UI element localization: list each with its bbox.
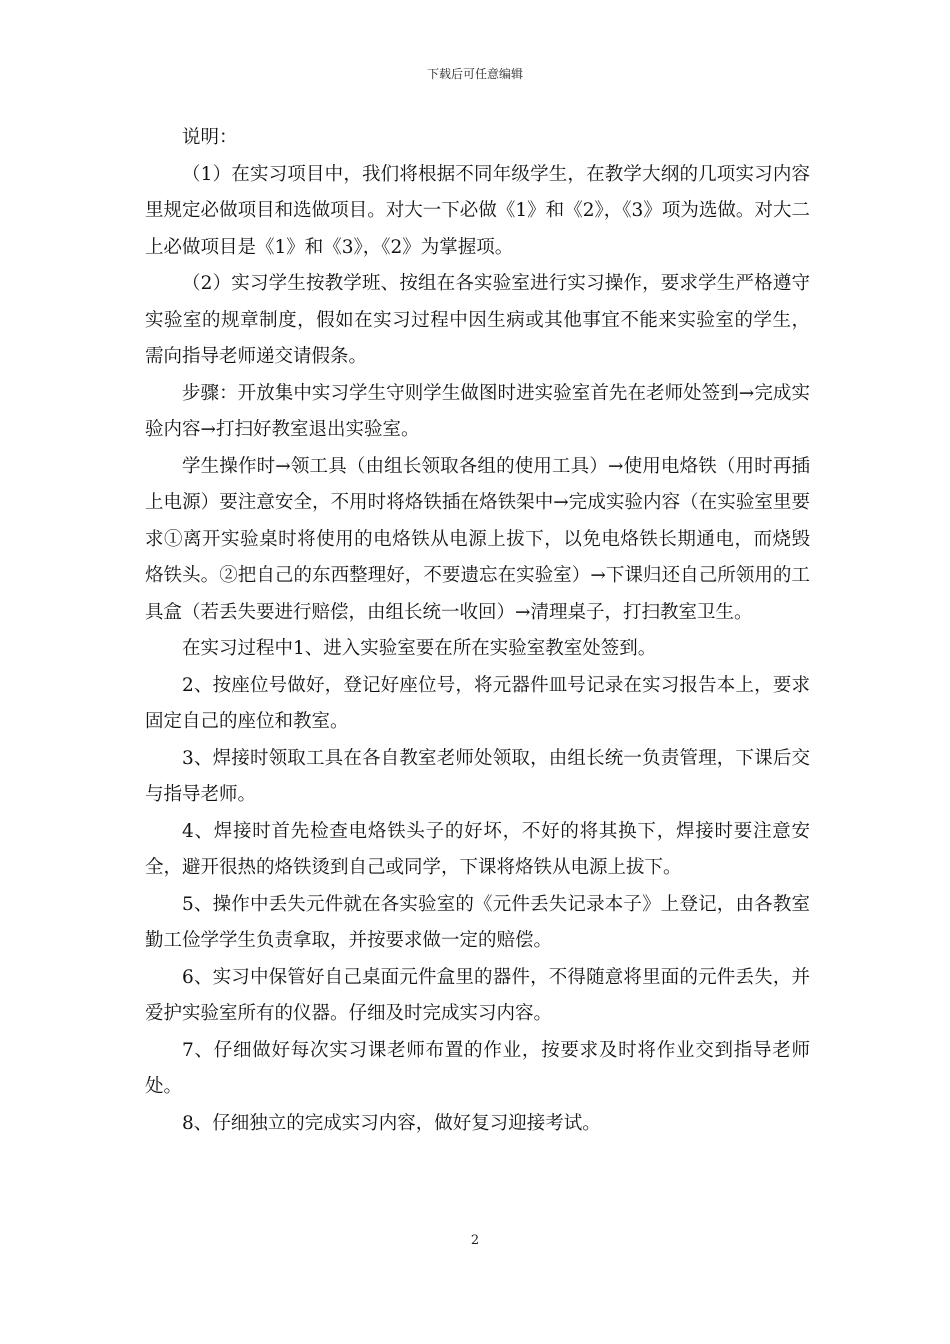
paragraph-note-1: （1）在实习项目中，我们将根据不同年级学生，在教学大纲的几项实习内容里规定必做项目和选做项目。对大一下必做《1》和《2》，《3》项为选做。对大二上必做项目是《1》和《3》，《2》为掌握项。 [145,163,810,258]
document-body [145,120,810,1142]
paragraph-operation: 学生操作时→领工具（由组长领取各组的使用工具）→使用电烙铁（用时再插上电源）要注意安全，不用时将烙铁插在烙铁架中→完成实验内容（在实验室里要求①离开实验桌时将使用的电烙铁从电源上拔下，以免电烙铁长期通电，而烧毁烙铁头。②把自己的东西整理好，不要遗忘在实验室）→下课归还自己所领用的工具盒（若丢失要进行赔偿，由组长统一收回）→清理桌子，打扫教室卫生。 [145,455,810,623]
paragraph-rule-1: 在实习过程中1、进入实验室要在所在实验室教室处签到。 [182,638,657,659]
paragraph-rule-5: 5、操作中丢失元件就在各实验室的《元件丢失记录本子》上登记，由各教室勤工俭学学生负责拿取，并按要求做一定的赔偿。 [145,893,810,951]
paragraph-rule-3: 3、焊接时领取工具在各自教室老师处领取，由组长统一负责管理，下课后交与指导老师。 [145,747,810,805]
paragraph-rule-2: 2、按座位号做好，登记好座位号，将元器件皿号记录在实习报告本上，要求固定自己的座位和教室。 [145,674,810,732]
paragraph-rule-7: 7、仔细做好每次实习课老师布置的作业，按要求及时将作业交到指导老师处。 [145,1039,810,1097]
paragraph-rule-8: 8、仔细独立的完成实习内容，做好复习迎接考试。 [182,1112,601,1134]
paragraph-steps: 步骤：开放集中实习学生守则学生做图时进实验室首先在老师处签到→完成实验内容→打扫好教室退出实验室。 [145,382,810,440]
page-number: 2 [470,1233,480,1248]
paragraph-rule-4: 4、焊接时首先检查电烙铁头子的好坏，不好的将其换下，焊接时要注意安全，避开很热的烙铁烫到自己或同学，下课将烙铁从电源上拔下。 [145,820,810,878]
paragraph-rule-6: 6、实习中保管好自己桌面元件盒里的器件，不得随意将里面的元件丢失，并爱护实验室所有的仪器。仔细及时完成实习内容。 [145,966,810,1024]
paragraph-note-2: （2）实习学生按教学班、按组在各实验室进行实习操作，要求学生严格遵守实验室的规章制度，假如在实习过程中因生病或其他事宜不能来实验室的学生，需向指导老师递交请假条。 [145,273,810,367]
page-header: 下载后可任意编辑 [426,67,523,81]
paragraph-note-title: 说明： [182,127,238,148]
